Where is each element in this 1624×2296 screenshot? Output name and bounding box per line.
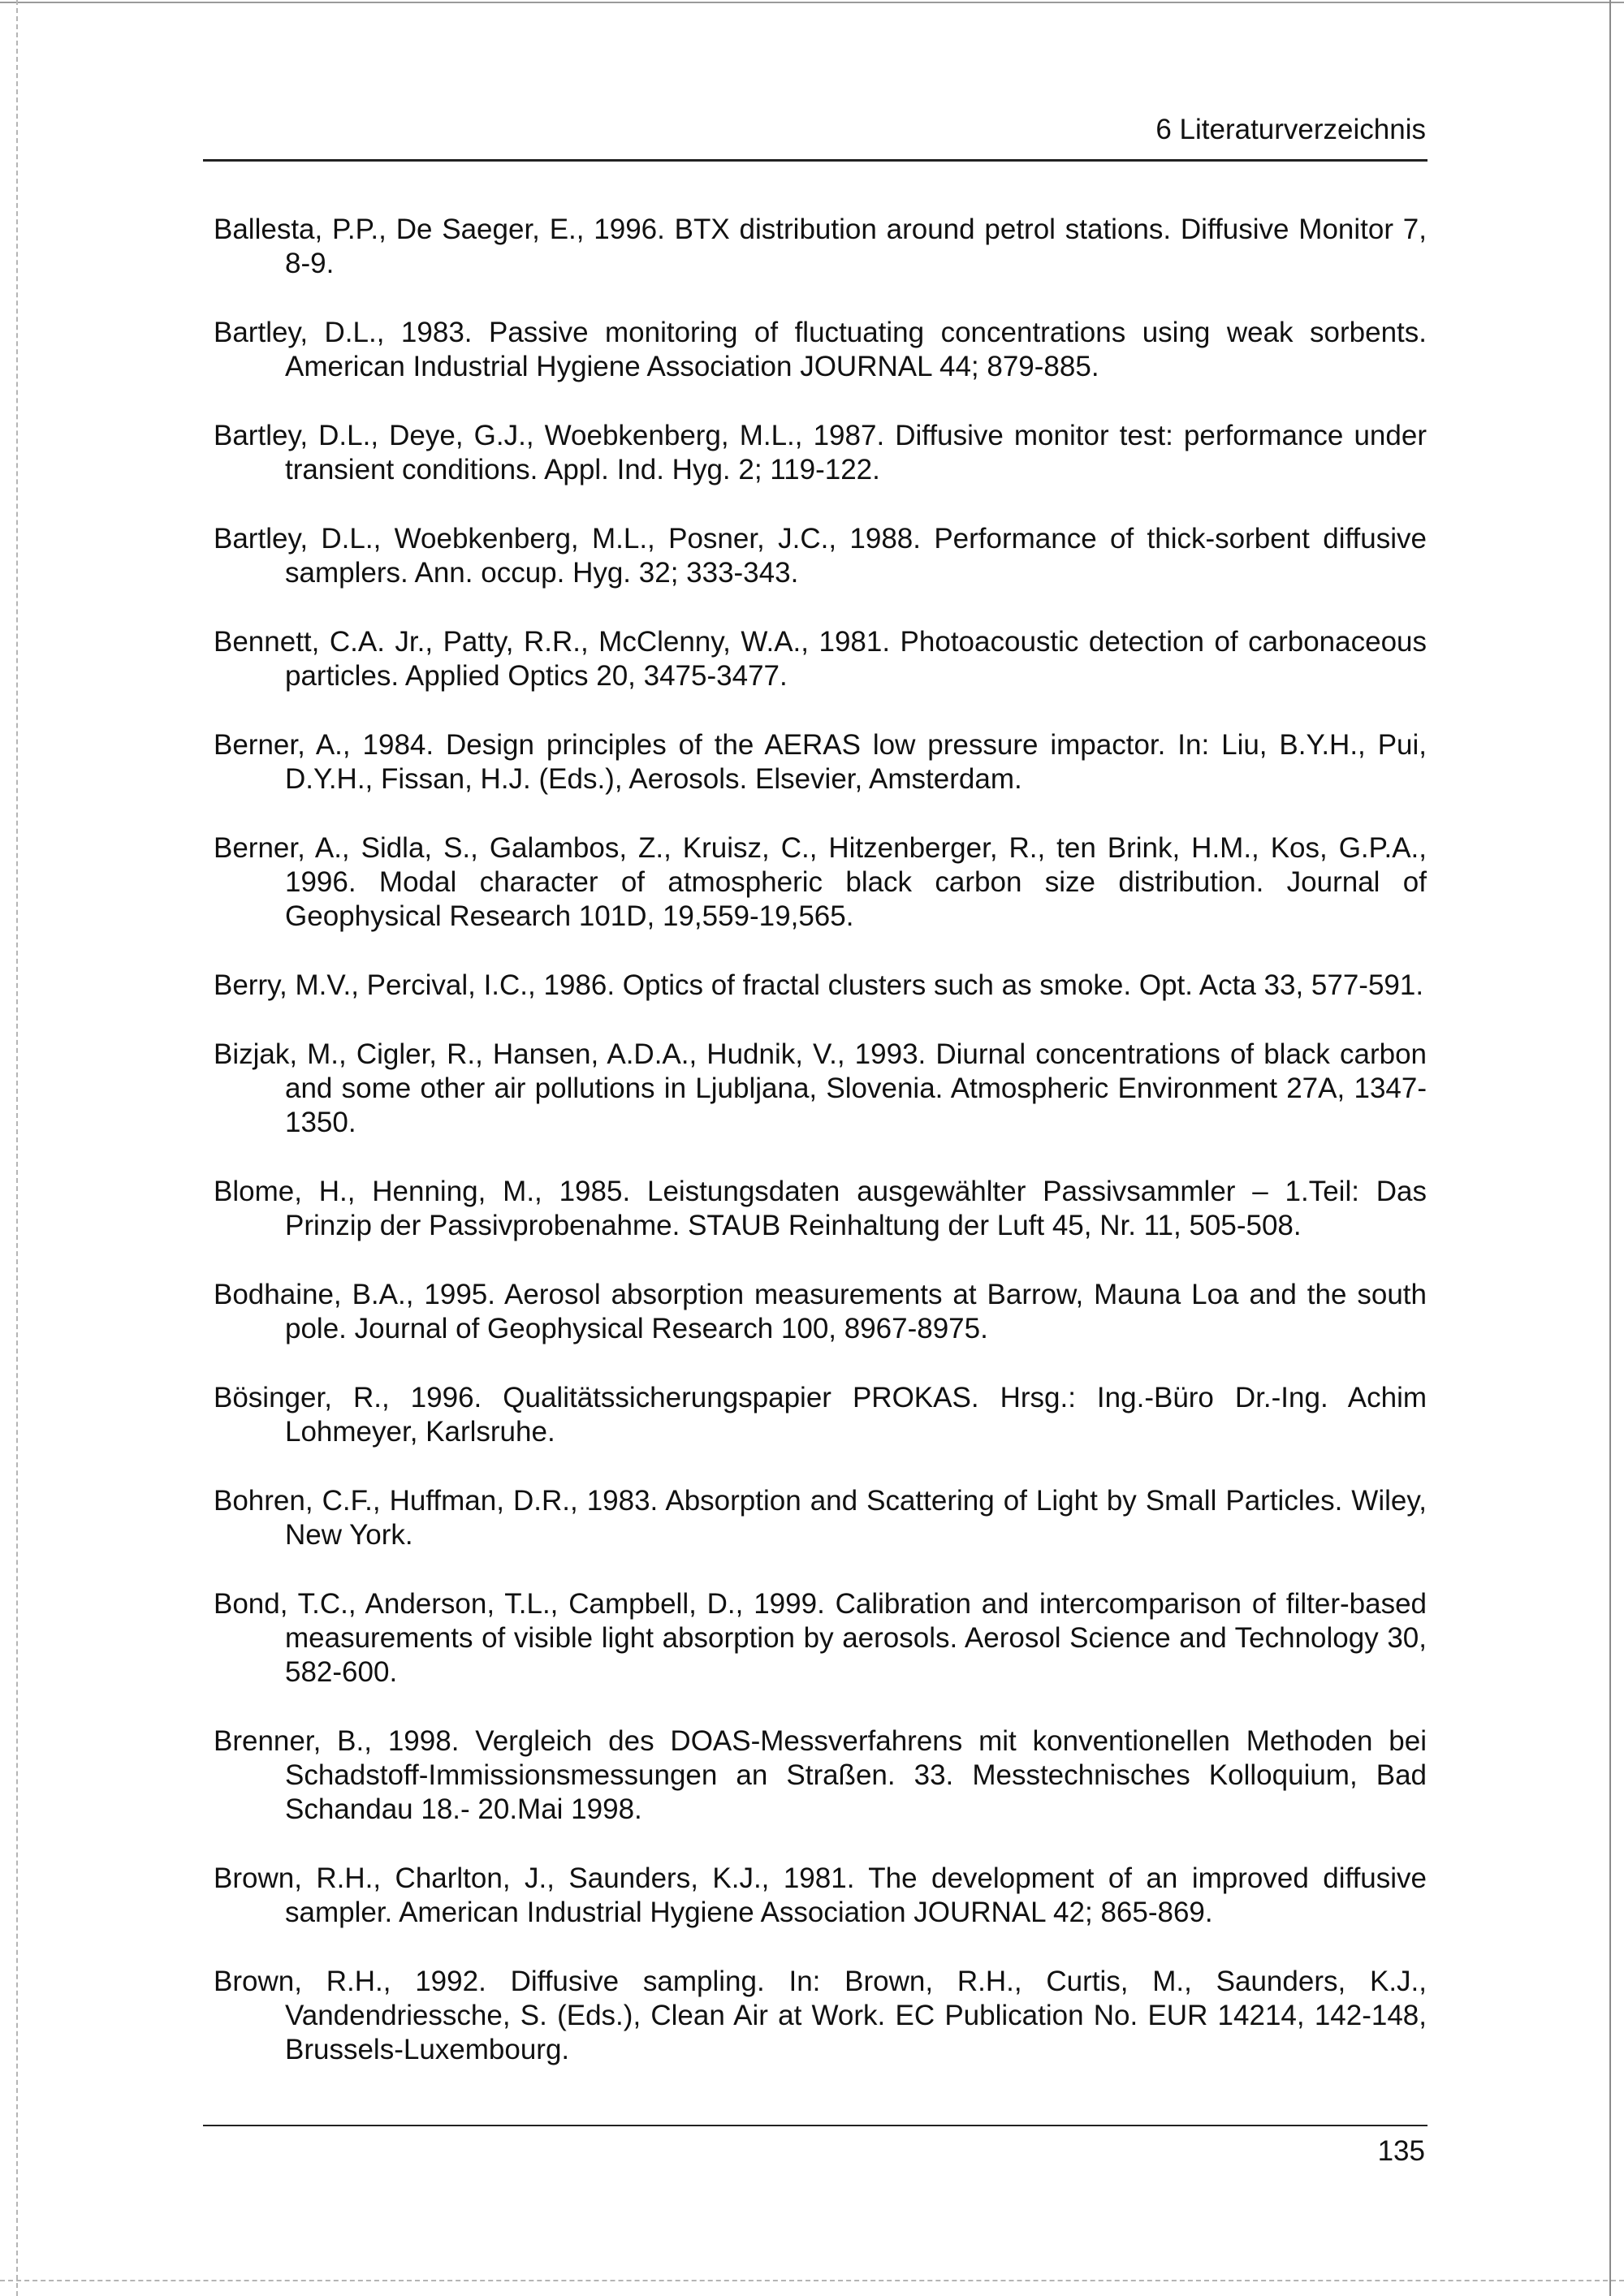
reference-entry: Bodhaine, B.A., 1995. Aerosol absorption measurements at Barrow, Mauna Loa and the south pole. Journal of Geophysical Research 100, 8967-8975. <box>214 1279 1427 1344</box>
reference-entry: Bartley, D.L., Woebkenberg, M.L., Posner, J.C., 1988. Performance of thick-sorbent diffusive samplers. Ann. occup. Hyg. 32; 333-343. <box>214 523 1427 589</box>
reference-list <box>214 213 1427 2102</box>
reference-entry: Brown, R.H., Charlton, J., Saunders, K.J., 1981. The development of an improved diffusive sampler. American Industrial Hygiene Association JOURNAL 42; 865-869. <box>214 1862 1427 1928</box>
reference-entry: Ballesta, P.P., De Saeger, E., 1996. BTX distribution around petrol stations. Diffusive Monitor 7, 8-9. <box>214 214 1427 279</box>
header-rule <box>203 159 1427 162</box>
scan-edge-right <box>1609 0 1611 2296</box>
reference-entry: Bizjak, M., Cigler, R., Hansen, A.D.A., Hudnik, V., 1993. Diurnal concentrations of black carbon and some other air pollutions in Ljubljana, Slovenia. Atmospheric Environment 27A, 1347-1350. <box>214 1038 1427 1138</box>
reference-entry: Brenner, B., 1998. Vergleich des DOAS-Messverfahrens mit konventionellen Methoden bei Schadstoff-Immissionsmessungen an Straßen. 33. Messtechnisches Kolloquium, Bad Schandau 18.- 20.Mai 1998. <box>214 1725 1427 1825</box>
scan-edge-left <box>16 0 18 2296</box>
reference-entry: Berner, A., 1984. Design principles of the AERAS low pressure impactor. In: Liu, B.Y.H., Pui, D.Y.H., Fissan, H.J. (Eds.), Aerosols. Elsevier, Amsterdam. <box>214 729 1427 795</box>
reference-entry: Bartley, D.L., 1983. Passive monitoring of fluctuating concentrations using weak sorbents. American Industrial Hygiene Association JOURNAL 44; 879-885. <box>214 317 1427 382</box>
reference-entry: Berry, M.V., Percival, I.C., 1986. Optics of fractal clusters such as smoke. Opt. Acta 33, 577-591. <box>214 969 1424 1001</box>
reference-entry: Bennett, C.A. Jr., Patty, R.R., McClenny, W.A., 1981. Photoacoustic detection of carbonaceous particles. Applied Optics 20, 3475-3477. <box>214 626 1427 692</box>
reference-entry: Bartley, D.L., Deye, G.J., Woebkenberg, M.L., 1987. Diffusive monitor test: performance under transient conditions. Appl. Ind. Hyg. 2; 119-122. <box>214 420 1427 486</box>
reference-entry: Bösinger, R., 1996. Qualitätssicherungspapier PROKAS. Hrsg.: Ing.-Büro Dr.-Ing. Achim Lohmeyer, Karlsruhe. <box>214 1382 1427 1448</box>
reference-entry: Bohren, C.F., Huffman, D.R., 1983. Absorption and Scattering of Light by Small Particles. Wiley, New York. <box>214 1485 1427 1551</box>
page-number: 135 <box>1377 2135 1425 2167</box>
reference-entry: Berner, A., Sidla, S., Galambos, Z., Kruisz, C., Hitzenberger, R., ten Brink, H.M., Kos, G.P.A., 1996. Modal character of atmospheric black carbon size distribution. Journal of Geophysical Research 101D, 19,559-19,565. <box>214 832 1427 932</box>
scan-edge-top <box>0 2 1624 3</box>
scan-edge-bottom <box>0 2280 1624 2281</box>
reference-entry: Blome, H., Henning, M., 1985. Leistungsdaten ausgewählter Passivsammler – 1.Teil: Das Prinzip der Passivprobenahme. STAUB Reinhaltung der Luft 45, Nr. 11, 505-508. <box>214 1176 1427 1241</box>
reference-entry: Brown, R.H., 1992. Diffusive sampling. In: Brown, R.H., Curtis, M., Saunders, K.J., Vandendriessche, S. (Eds.), Clean Air at Work. EC Publication No. EUR 14214, 142-148, Brussels-Luxembourg. <box>214 1966 1427 2065</box>
reference-entry: Bond, T.C., Anderson, T.L., Campbell, D., 1999. Calibration and intercomparison of filter-based measurements of visible light absorption by aerosols. Aerosol Science and Technology 30, 582-600. <box>214 1588 1427 1688</box>
footer-rule <box>203 2125 1427 2126</box>
running-header: 6 Literaturverzeichnis <box>1155 114 1426 145</box>
